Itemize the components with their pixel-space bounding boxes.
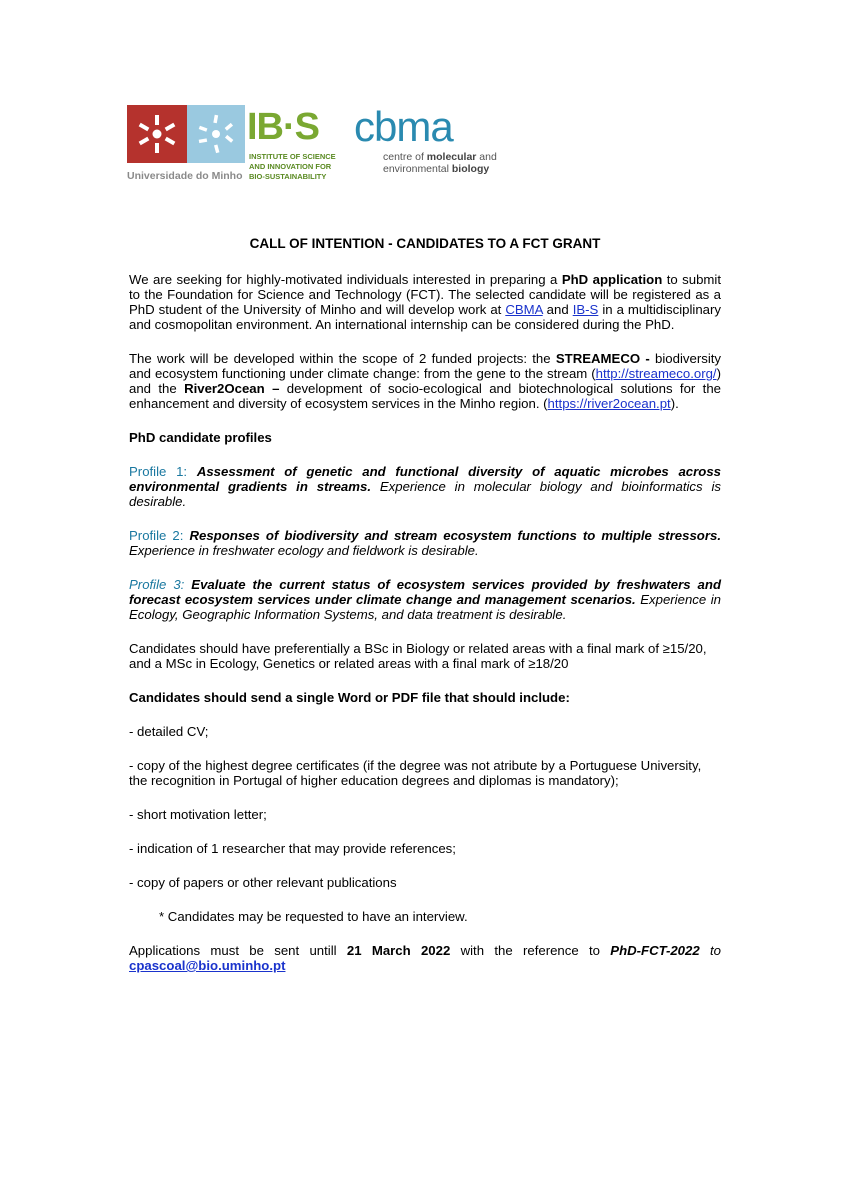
ibs-link[interactable]: IB-S — [572, 302, 599, 317]
deadline-paragraph: Applications must be sent untill 21 March 2022 with the reference to PhD-FCT-2022 to cpascoal@bio.uminho.pt — [129, 943, 721, 973]
document-title: CALL OF INTENTION - CANDIDATES TO A FCT GRANT — [249, 236, 601, 251]
um-logo-red-icon — [127, 105, 187, 163]
cbma-logo: cbma — [354, 103, 453, 150]
cbma-link[interactable]: CBMA — [505, 302, 543, 317]
profile-1: Profile 1: Assessment of genetic and functional diversity of aquatic microbes across environmental gradients in streams. Experience in molecular biology and bioinformatics is desirable. — [129, 464, 721, 509]
list-item: - detailed CV; — [129, 724, 209, 739]
cbma-logo-subtitle: centre of molecular and environmental biology — [383, 151, 497, 175]
streameco-link[interactable]: http://streameco.org/ — [595, 366, 717, 381]
list-item: - copy of papers or other relevant publications — [129, 875, 397, 890]
send-heading: Candidates should send a single Word or PDF file that should include: — [129, 690, 570, 705]
list-item: - short motivation letter; — [129, 807, 267, 822]
list-item: - indication of 1 researcher that may provide references; — [129, 841, 456, 856]
interview-note: * Candidates may be requested to have an interview. — [159, 909, 468, 924]
ibs-logo-subtitle: INSTITUTE OF SCIENCE AND INNOVATION FOR BIO-SUSTAINABILITY — [249, 152, 336, 181]
ibs-logo: IB·S — [247, 106, 319, 148]
profiles-heading: PhD candidate profiles — [129, 430, 272, 445]
requirements-paragraph: Candidates should have preferentially a BSc in Biology or related areas with a final mark of ≥15/20, and a MSc in Ecology, Genetics or related areas with a final mark of ≥18/20 — [129, 641, 707, 671]
um-logo-text: Universidade do Minho — [127, 170, 243, 182]
profile-2: Profile 2: Responses of biodiversity and stream ecosystem functions to multiple stressors. Experience in freshwater ecology and fieldwork is desirable. — [129, 528, 721, 558]
intro-paragraph: We are seeking for highly-motivated individuals interested in preparing a PhD application to submit to the Foundation for Science and Technology (FCT). The selected candidate will be registered as a PhD student of the University of Minho and will develop work at CBMA and IB-S in a multidisciplinary and cosmopolitan environment. An international internship can be considered during the PhD. — [129, 272, 721, 332]
contact-email-link[interactable]: cpascoal@bio.uminho.pt — [129, 958, 286, 973]
document-body — [129, 236, 721, 992]
logo-bar — [127, 103, 507, 183]
projects-paragraph: The work will be developed within the scope of 2 funded projects: the STREAMECO - biodiversity and ecosystem functioning under climate change: from the gene to the stream (http://streameco.org/) and the River2Ocean – development of socio-ecological and biotechnological solutions for the enhancement and diversity of ecosystem services in the Minho region. (https://river2ocean.pt). — [129, 351, 722, 411]
profile-3: Profile 3: Evaluate the current status of ecosystem services provided by freshwaters and forecast ecosystem services under climate change and management scenarios. Experience in Ecology, Geographic Information Systems, and data treatment is desirable. — [129, 577, 722, 622]
um-logo-blue-icon — [187, 105, 245, 163]
list-item: - copy of the highest degree certificates (if the degree was not atribute by a Portuguese University, the recognition in Portugal of higher education degrees and diplomas is mandatory); — [129, 758, 702, 788]
river2ocean-link[interactable]: https://river2ocean.pt — [547, 396, 671, 411]
